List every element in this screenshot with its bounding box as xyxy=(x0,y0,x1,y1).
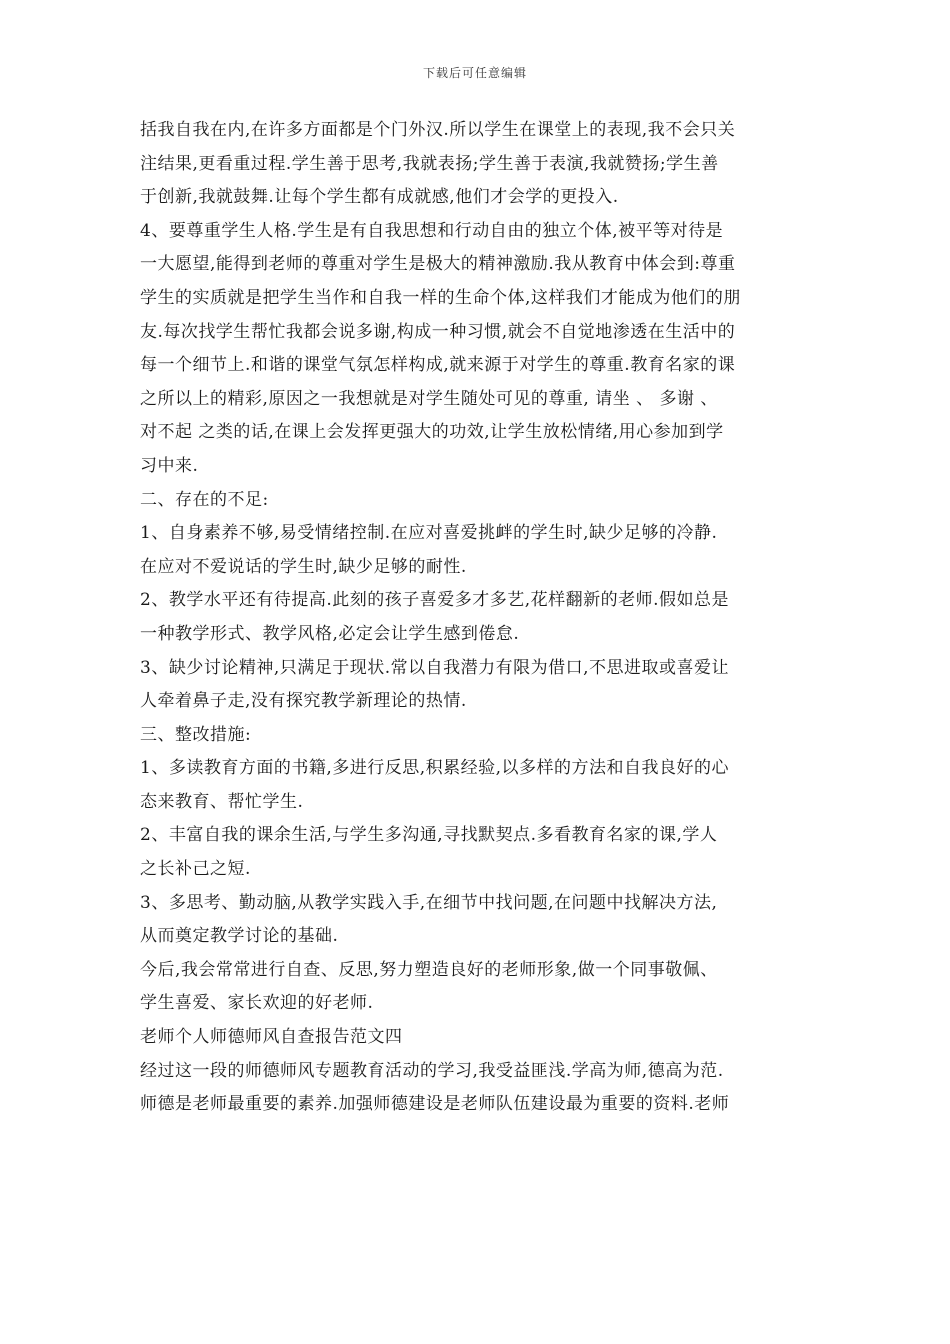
text-line: 在应对不爱说话的学生时,缺少足够的耐性. xyxy=(140,556,467,577)
text-line: 之长补己之短. xyxy=(140,859,251,880)
text-line: 3、多思考、勤动脑,从教学实践入手,在细节中找问题,在问题中找解决方法, xyxy=(140,892,718,913)
text-line: 人牵着鼻子走,没有探究教学新理论的热情. xyxy=(140,691,467,712)
text-line: 师德是老师最重要的素养.加强师德建设是老师队伍建设最为重要的资料.老师 xyxy=(140,1094,730,1115)
text-line: 习中来. xyxy=(140,455,199,476)
text-line: 一种教学形式、教学风格,必定会让学生感到倦怠. xyxy=(140,623,520,644)
text-line: 注结果,更看重过程.学生善于思考,我就表扬;学生善于表演,我就赞扬;学生善 xyxy=(140,153,719,174)
text-line: 4、要尊重学生人格.学生是有自我思想和行动自由的独立个体,被平等对待是 xyxy=(140,220,724,241)
text-line: 每一个细节上.和谐的课堂气氛怎样构成,就来源于对学生的尊重.教育名家的课 xyxy=(140,355,736,376)
text-line: 2、丰富自我的课余生活,与学生多沟通,寻找默契点.多看教育名家的课,学人 xyxy=(140,825,718,846)
text-line: 2、教学水平还有待提高.此刻的孩子喜爱多才多艺,花样翻新的老师.假如总是 xyxy=(140,590,730,611)
section-heading: 二、存在的不足: xyxy=(140,489,269,510)
text-line: 1、自身素养不够,易受情绪控制.在应对喜爱挑衅的学生时,缺少足够的冷静. xyxy=(140,523,718,544)
text-line: 括我自我在内,在许多方面都是个门外汉.所以学生在课堂上的表现,我不会只关 xyxy=(140,120,736,140)
text-line: 之所以上的精彩,原因之一我想就是对学生随处可见的尊重, 请坐 、 多谢 、 xyxy=(140,388,718,409)
text-line: 态来教育、帮忙学生. xyxy=(140,791,304,812)
text-line: 经过这一段的师德师风专题教育活动的学习,我受益匪浅.学高为师,德高为范. xyxy=(140,1060,724,1081)
text-line: 3、缺少讨论精神,只满足于现状.常以自我潜力有限为借口,不思进取或喜爱让 xyxy=(140,657,730,678)
text-line: 从而奠定教学讨论的基础. xyxy=(140,926,339,947)
text-line: 于创新,我就鼓舞.让每个学生都有成就感,他们才会学的更投入. xyxy=(140,187,619,208)
page-header: 下载后可任意编辑 xyxy=(422,66,527,80)
document-body xyxy=(140,114,810,1122)
text-line: 学生喜爱、家长欢迎的好老师. xyxy=(140,993,374,1014)
text-line: 今后,我会常常进行自查、反思,努力塑造良好的老师形象,做一个同事敬佩、 xyxy=(140,959,718,980)
article-title: 老师个人师德师风自查报告范文四 xyxy=(140,1027,403,1048)
text-line: 一大愿望,能得到老师的尊重对学生是极大的精神激励.我从教育中体会到:尊重 xyxy=(140,254,736,275)
text-line: 友.每次找学生帮忙我都会说多谢,构成一种习惯,就会不自觉地渗透在生活中的 xyxy=(140,321,736,342)
text-line: 对不起 之类的话,在课上会发挥更强大的功效,让学生放松情绪,用心参加到学 xyxy=(140,422,724,443)
section-heading: 三、整改措施: xyxy=(140,724,252,745)
text-line: 1、多读教育方面的书籍,多进行反思,积累经验,以多样的方法和自我良好的心 xyxy=(140,758,730,779)
text-line: 学生的实质就是把学生当作和自我一样的生命个体,这样我们才能成为他们的朋 xyxy=(140,287,741,308)
